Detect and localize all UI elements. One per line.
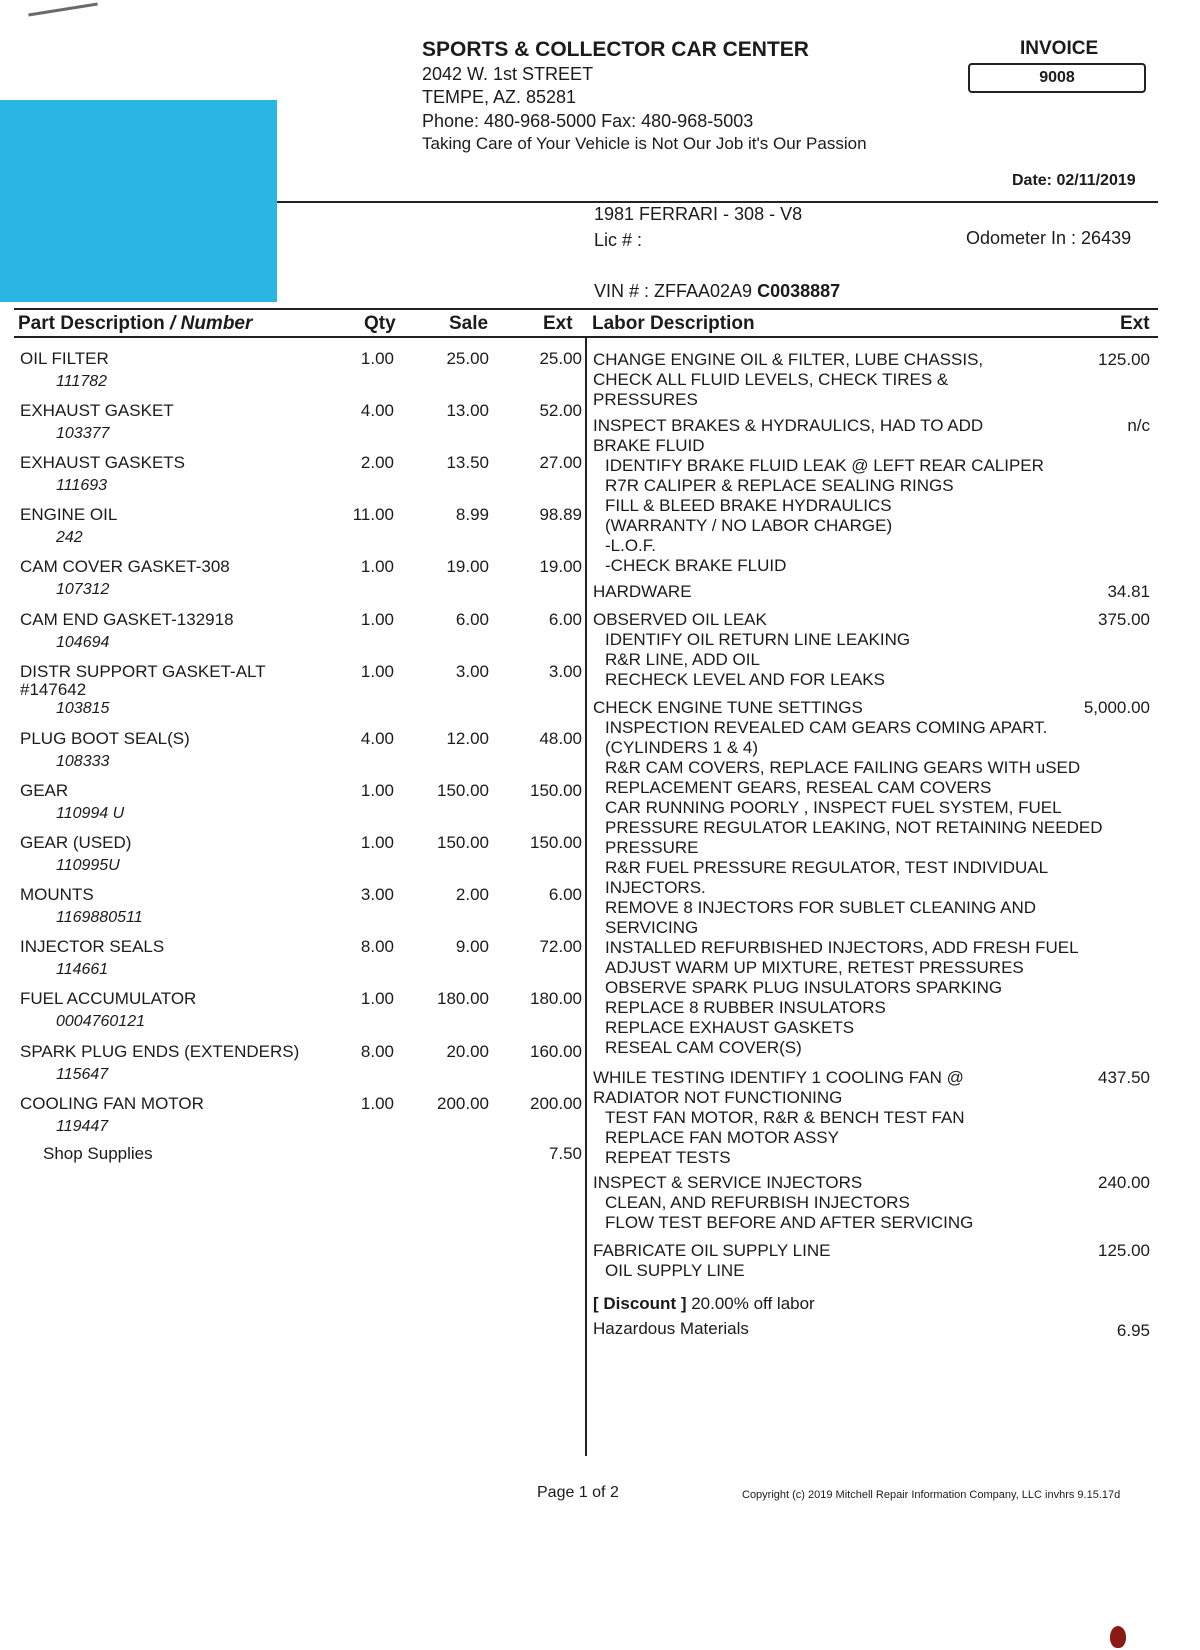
part-sale: 200.00 [437,1094,489,1113]
part-sale: 150.00 [437,833,489,852]
labor-subline: (CYLINDERS 1 & 4) [605,738,759,757]
labor-ext: 375.00 [1098,610,1150,629]
shop-street: 2042 W. 1st STREET [422,64,594,84]
part-name: PLUG BOOT SEAL(S) [20,729,190,748]
hazardous-materials-ext: 6.95 [1116,1321,1150,1340]
part-qty: 4.00 [360,401,394,420]
labor-subline: -L.O.F. [605,536,657,555]
labor-description-header: Labor Description [592,313,755,334]
part-name: GEAR (USED) [20,833,132,852]
labor-line: CHANGE ENGINE OIL & FILTER, LUBE CHASSIS, [593,350,984,369]
part-ext: 200.00 [530,1094,582,1113]
part-name: OIL FILTER [20,349,109,368]
part-number: 114661 [56,961,109,978]
discount-line [593,1294,1093,1314]
labor-ext: 34.81 [1107,582,1150,601]
part-name: CAM COVER GASKET-308 [20,557,230,576]
labor-ext: n/c [1127,416,1150,435]
part-sale: 3.00 [455,662,489,681]
labor-line: PRESSURES [593,390,698,409]
shop-city: TEMPE, AZ. 85281 [422,87,577,107]
labor-ext: 240.00 [1098,1173,1150,1192]
part-sale: 12.00 [446,729,489,748]
part-sale: 25.00 [446,349,489,368]
page-number: Page 1 of 2 [537,1484,619,1501]
part-number: 111782 [56,373,108,390]
labor-subline: INSTALLED REFURBISHED INJECTORS, ADD FRESH FUEL [605,938,1079,957]
part-ext: 52.00 [539,401,582,420]
labor-subline: R7R CALIPER & REPLACE SEALING RINGS [605,476,954,495]
part-number: 110995U [56,857,120,874]
part-number: 108333 [56,753,110,770]
part-qty: 1.00 [360,989,394,1008]
part-number: 104694 [56,634,110,651]
part-number: 103377 [56,425,110,442]
part-name: DISTR SUPPORT GASKET-ALT [20,662,266,681]
part-name: ENGINE OIL [20,505,118,524]
labor-subline: CAR RUNNING POORLY , INSPECT FUEL SYSTEM, FUEL [605,798,1062,817]
ink-stain [1110,1626,1126,1648]
part-name: INJECTOR SEALS [20,937,165,956]
part-ext: 25.00 [539,349,582,368]
shop-tagline: Taking Care of Your Vehicle is Not Our Job it's Our Passion [422,134,867,153]
labor-ext: 5,000.00 [1083,698,1150,717]
labor-line: FABRICATE OIL SUPPLY LINE [593,1241,831,1260]
labor-line: INSPECT BRAKES & HYDRAULICS, HAD TO ADD [593,416,984,435]
labor-ext: 437.50 [1098,1068,1150,1087]
vin-suffix: C0038887 [757,281,841,301]
license-number: Lic # : [594,230,643,250]
labor-subline: INSPECTION REVEALED CAM GEARS COMING APART. [605,718,1048,737]
part-sale: 180.00 [437,989,489,1008]
vin-number [594,281,840,302]
part-qty: 3.00 [360,885,394,904]
labor-subline: -CHECK BRAKE FLUID [605,556,787,575]
part-name: EXHAUST GASKETS [20,453,186,472]
labor-subline: REMOVE 8 INJECTORS FOR SUBLET CLEANING AND [605,898,1037,917]
labor-subline: TEST FAN MOTOR, R&R & BENCH TEST FAN [605,1108,965,1127]
shop-phone: Phone: 480-968-5000 Fax: 480-968-5003 [422,111,754,131]
part-number: 0004760121 [56,1013,145,1030]
part-number: 110994 U [56,805,125,822]
labor-line: RADIATOR NOT FUNCTIONING [593,1088,843,1107]
staple-mark [28,3,98,17]
labor-subline: PRESSURE REGULATOR LEAKING, NOT RETAINING NEEDED [605,818,1103,837]
part-qty: 1.00 [360,781,394,800]
invoice-date: Date: 02/11/2019 [1012,172,1136,189]
part-number: 119447 [56,1118,109,1135]
labor-subline: RESEAL CAM COVER(S) [605,1038,802,1057]
part-ext: 27.00 [539,453,582,472]
labor-ext: 125.00 [1098,350,1150,369]
part-sale: 8.99 [455,505,489,524]
labor-subline: FLOW TEST BEFORE AND AFTER SERVICING [605,1213,974,1232]
discount-label: [ Discount ] [593,1294,687,1313]
part-ext: 150.00 [530,781,582,800]
part-number: 107312 [56,581,110,598]
part-ext: 19.00 [539,557,582,576]
part-description-header: Part Description / Number [18,313,253,334]
part-qty: 2.00 [360,453,394,472]
labor-line: CHECK ENGINE TUNE SETTINGS [593,698,863,717]
labor-line: INSPECT & SERVICE INJECTORS [593,1173,863,1192]
labor-subline: R&R LINE, ADD OIL [605,650,760,669]
labor-subline: OBSERVE SPARK PLUG INSULATORS SPARKING [605,978,1003,997]
ext-header: Ext [543,313,573,334]
part-number: 115647 [56,1066,109,1083]
part-number: 242 [56,529,83,546]
part-name: CAM END GASKET-132918 [20,610,234,629]
part-name: EXHAUST GASKET [20,401,174,420]
part-sale: 9.00 [455,937,489,956]
part-ext: 180.00 [530,989,582,1008]
shop-supplies-ext: 7.50 [548,1144,582,1163]
labor-subline: R&R CAM COVERS, REPLACE FAILING GEARS WITH uSED [605,758,1081,777]
redaction-block [0,100,277,302]
hazardous-materials-label: Hazardous Materials [593,1319,749,1338]
part-name: FUEL ACCUMULATOR [20,989,197,1008]
labor-subline: IDENTIFY BRAKE FLUID LEAK @ LEFT REAR CALIPER [605,456,1044,475]
labor-subline: IDENTIFY OIL RETURN LINE LEAKING [605,630,911,649]
labor-subline: INJECTORS. [605,878,706,897]
labor-subline: R&R FUEL PRESSURE REGULATOR, TEST INDIVIDUAL [605,858,1049,877]
part-name: COOLING FAN MOTOR [20,1094,204,1113]
labor-subline: (WARRANTY / NO LABOR CHARGE) [605,516,893,535]
part-qty: 1.00 [360,662,394,681]
part-qty: 11.00 [352,505,394,524]
part-qty: 8.00 [360,937,394,956]
invoice-label: INVOICE [1020,38,1099,59]
qty-header: Qty [364,313,396,334]
part-name: SPARK PLUG ENDS (EXTENDERS) [20,1042,300,1061]
part-ext: 6.00 [548,610,582,629]
part-ext: 48.00 [539,729,582,748]
labor-subline: FILL & BLEED BRAKE HYDRAULICS [605,496,892,515]
header-divider [277,201,1158,203]
part-sale: 19.00 [446,557,489,576]
part-name: MOUNTS [20,885,94,904]
labor-line: HARDWARE [593,582,692,601]
part-ext: 6.00 [548,885,582,904]
part-sale: 6.00 [455,610,489,629]
part-ext: 98.89 [539,505,582,524]
labor-ext: 125.00 [1098,1241,1150,1260]
labor-subline: REPEAT TESTS [605,1148,731,1167]
part-qty: 1.00 [360,610,394,629]
labor-subline: RECHECK LEVEL AND FOR LEAKS [605,670,885,689]
labor-subline: PRESSURE [605,838,699,857]
part-name-cont: #147642 [20,680,87,699]
part-qty: 1.00 [360,349,394,368]
labor-subline: ADJUST WARM UP MIXTURE, RETEST PRESSURES [605,958,1024,977]
part-sale: 13.50 [446,453,489,472]
vin-prefix: VIN # : ZFFAA02A9 [594,281,753,301]
invoice-number: 9008 [968,63,1146,93]
labor-line: BRAKE FLUID [593,436,705,455]
part-qty: 1.00 [360,833,394,852]
part-qty: 8.00 [360,1042,394,1061]
labor-ext-header: Ext [1120,313,1150,334]
part-ext: 3.00 [548,662,582,681]
labor-line: OBSERVED OIL LEAK [593,610,767,629]
sale-header: Sale [449,313,489,334]
part-sale: 150.00 [437,781,489,800]
table-top-rule [14,308,1158,310]
shop-supplies-label: Shop Supplies [43,1144,153,1163]
labor-subline: REPLACE EXHAUST GASKETS [605,1018,855,1037]
shop-name: SPORTS & COLLECTOR CAR CENTER [422,38,809,61]
vehicle-description: 1981 FERRARI - 308 - V8 [594,204,803,224]
part-sale: 20.00 [446,1042,489,1061]
part-ext: 150.00 [530,833,582,852]
copyright-notice: Copyright (c) 2019 Mitchell Repair Information Company, LLC invhrs 9.15.17d [742,1489,1121,1501]
part-number: 111693 [56,477,108,494]
labor-subline: OIL SUPPLY LINE [605,1261,745,1280]
labor-line: WHILE TESTING IDENTIFY 1 COOLING FAN @ [593,1068,964,1087]
labor-subline: SERVICING [605,918,699,937]
labor-subline: REPLACE 8 RUBBER INSULATORS [605,998,886,1017]
part-sale: 2.00 [455,885,489,904]
labor-subline: CLEAN, AND REFURBISH INJECTORS [605,1193,910,1212]
labor-subline: REPLACE FAN MOTOR ASSY [605,1128,839,1147]
part-ext: 72.00 [539,937,582,956]
part-number: 103815 [56,700,110,717]
part-qty: 1.00 [360,1094,394,1113]
labor-line: CHECK ALL FLUID LEVELS, CHECK TIRES & [593,370,949,389]
labor-subline: REPLACEMENT GEARS, RESEAL CAM COVERS [605,778,992,797]
part-qty: 4.00 [360,729,394,748]
column-divider [585,336,587,1456]
part-qty: 1.00 [360,557,394,576]
discount-text: 20.00% off labor [686,1294,815,1313]
part-sale: 13.00 [446,401,489,420]
part-number: 1169880511 [56,909,143,926]
part-name: GEAR [20,781,69,800]
odometer-reading: Odometer In : 26439 [966,228,1132,248]
part-ext: 160.00 [530,1042,582,1061]
